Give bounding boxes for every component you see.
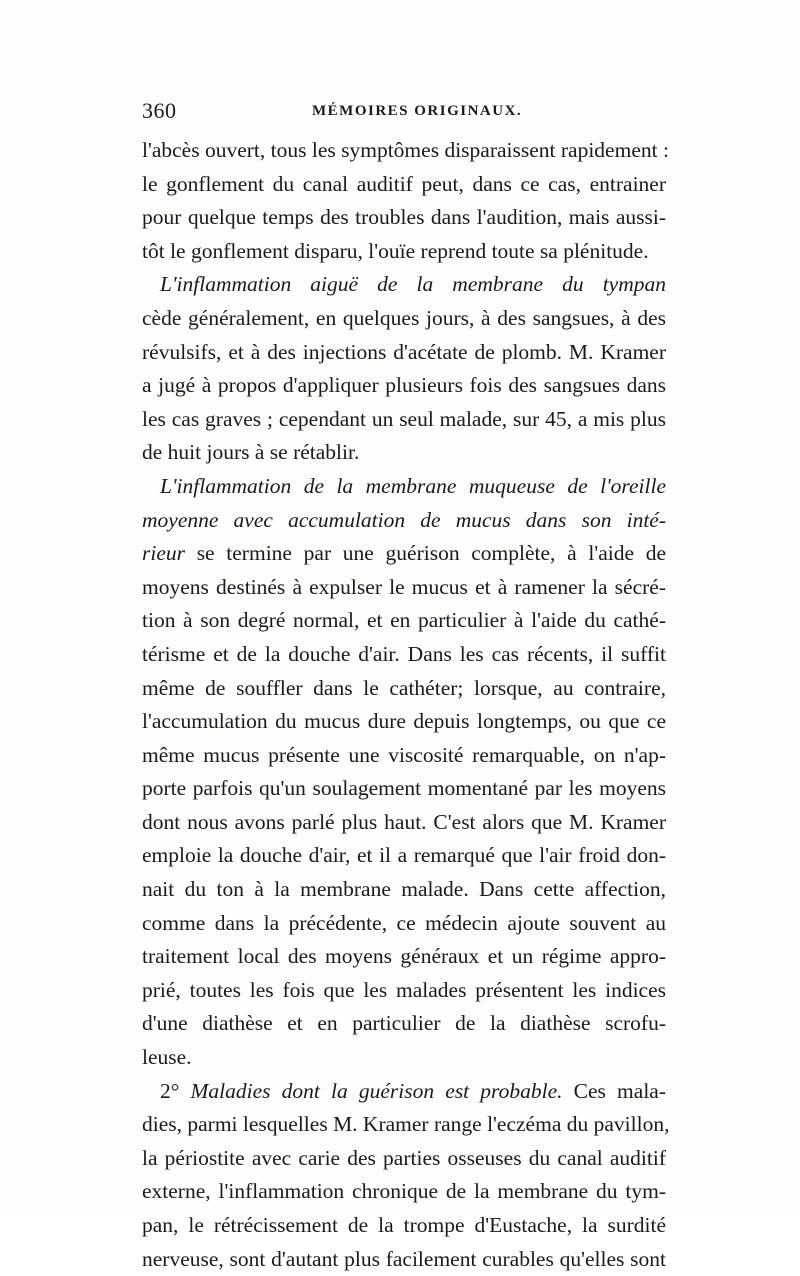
text-line — [142, 403, 666, 437]
text-span: tôt le gonflement disparu, l'ouïe reprend toute sa plénitude. — [142, 238, 649, 263]
text-span: l'abcès ouvert, tous les symptômes disparaissent rapidement : — [142, 138, 669, 162]
text-line — [142, 134, 669, 168]
text-span: dont nous avons parlé plus haut. C'est alors que M. Kramer — [142, 809, 666, 834]
text-line — [142, 940, 666, 974]
running-head: MÉMOIRES ORIGINAUX. — [312, 103, 523, 119]
text-line — [142, 907, 666, 941]
text-line — [142, 1041, 666, 1075]
text-line — [142, 672, 666, 706]
text-span: les cas graves ; cependant un seul malade, sur 45, a mis plus — [142, 406, 666, 431]
page-header — [142, 98, 664, 128]
text-span: pan, le rétrécissement de la trompe d'Eustache, la surdité — [142, 1213, 666, 1237]
text-line — [142, 1108, 670, 1142]
text-span: même de souffler dans le cathéter; lorsque, au contraire, — [142, 675, 666, 700]
text-span: la périostite avec carie des parties osseuses du canal auditif — [142, 1145, 666, 1170]
text-span: le gonflement du canal auditif peut, dans ce cas, entrainer — [142, 171, 666, 196]
text-span: Ces mala- — [562, 1078, 666, 1103]
text-line — [142, 1209, 666, 1243]
text-line — [142, 1142, 666, 1176]
body-text — [142, 134, 670, 1276]
text-span: l'accumulation du mucus dure depuis longtemps, ou que ce — [142, 709, 666, 734]
text-span: prié, toutes les fois que les malades présentent les indices — [142, 977, 666, 1002]
text-line — [142, 604, 666, 638]
text-span: cède généralement, en quelques jours, à des sangsues, à des — [142, 305, 666, 330]
text-span: traitement local des moyens généraux et un régime appro- — [142, 944, 666, 969]
italic-text: Maladies dont la guérison est probable. — [190, 1078, 563, 1103]
text-line — [142, 571, 666, 605]
text-span: tion à son degré normal, et en particulier à l'aide du cathé- — [142, 608, 666, 633]
text-line — [142, 302, 666, 336]
text-span: porte parfois qu'un soulagement momentané par les moyens — [142, 776, 666, 801]
text-line — [142, 470, 666, 504]
italic-text: L'inflammation aiguë de la membrane du tympan — [160, 272, 666, 297]
text-span: externe, l'inflammation chronique de la membrane du tym- — [142, 1179, 666, 1204]
italic-text: moyenne avec accumulation de mucus dans son inté- — [142, 507, 666, 532]
text-line — [142, 168, 666, 202]
text-span: 2° — [160, 1078, 191, 1103]
text-line — [142, 201, 666, 235]
text-line — [142, 772, 666, 806]
page-number: 360 — [142, 98, 177, 123]
text-line — [142, 839, 666, 873]
text-line — [142, 369, 666, 403]
text-span: de huit jours à se rétablir. — [142, 440, 360, 465]
text-line — [142, 504, 666, 538]
text-line — [142, 235, 666, 269]
text-span: a jugé à propos d'appliquer plusieurs fois des sangsues dans — [142, 373, 666, 398]
italic-text: rieur — [142, 541, 185, 566]
text-span: térisme et de la douche d'air. Dans les cas récents, il suffit — [142, 641, 666, 666]
text-line — [142, 705, 666, 739]
text-span: se termine par une guérison complète, à l'aide de — [185, 541, 666, 566]
text-span: révulsifs, et à des injections d'acétate de plomb. M. Kramer — [142, 339, 666, 364]
text-span: comme dans la précédente, ce médecin ajoute souvent au — [142, 910, 666, 935]
text-line — [142, 537, 666, 571]
text-span: même mucus présente une viscosité remarquable, on n'ap- — [142, 742, 666, 767]
text-line — [142, 1175, 666, 1209]
text-line — [142, 974, 666, 1008]
text-line — [142, 739, 666, 773]
text-line — [142, 1243, 666, 1276]
text-span: nait du ton à la membrane malade. Dans cette affection, — [142, 877, 666, 902]
text-line — [142, 1007, 666, 1041]
italic-text: L'inflammation de la membrane muqueuse de l'oreille — [160, 473, 666, 498]
text-span: pour quelque temps des troubles dans l'audition, mais aussi- — [142, 205, 666, 230]
text-span: moyens destinés à expulser le mucus et à ramener la sécré- — [142, 574, 666, 599]
text-span: emploie la douche d'air, et il a remarqué que l'air froid don- — [142, 843, 666, 868]
text-span: dies, parmi lesquelles M. Kramer range l'eczéma du pavillon, — [142, 1112, 670, 1137]
text-line — [142, 436, 666, 470]
text-span: d'une diathèse et en particulier de la diathèse scrofu- — [142, 1011, 666, 1036]
text-line — [142, 873, 666, 907]
text-line — [142, 806, 666, 840]
text-line — [142, 638, 666, 672]
text-line — [142, 336, 666, 370]
text-span: leuse. — [142, 1045, 192, 1070]
text-span: nerveuse, sont d'autant plus facilement curables qu'elles sont — [142, 1246, 666, 1271]
text-line — [142, 1075, 666, 1109]
text-line — [142, 268, 666, 302]
